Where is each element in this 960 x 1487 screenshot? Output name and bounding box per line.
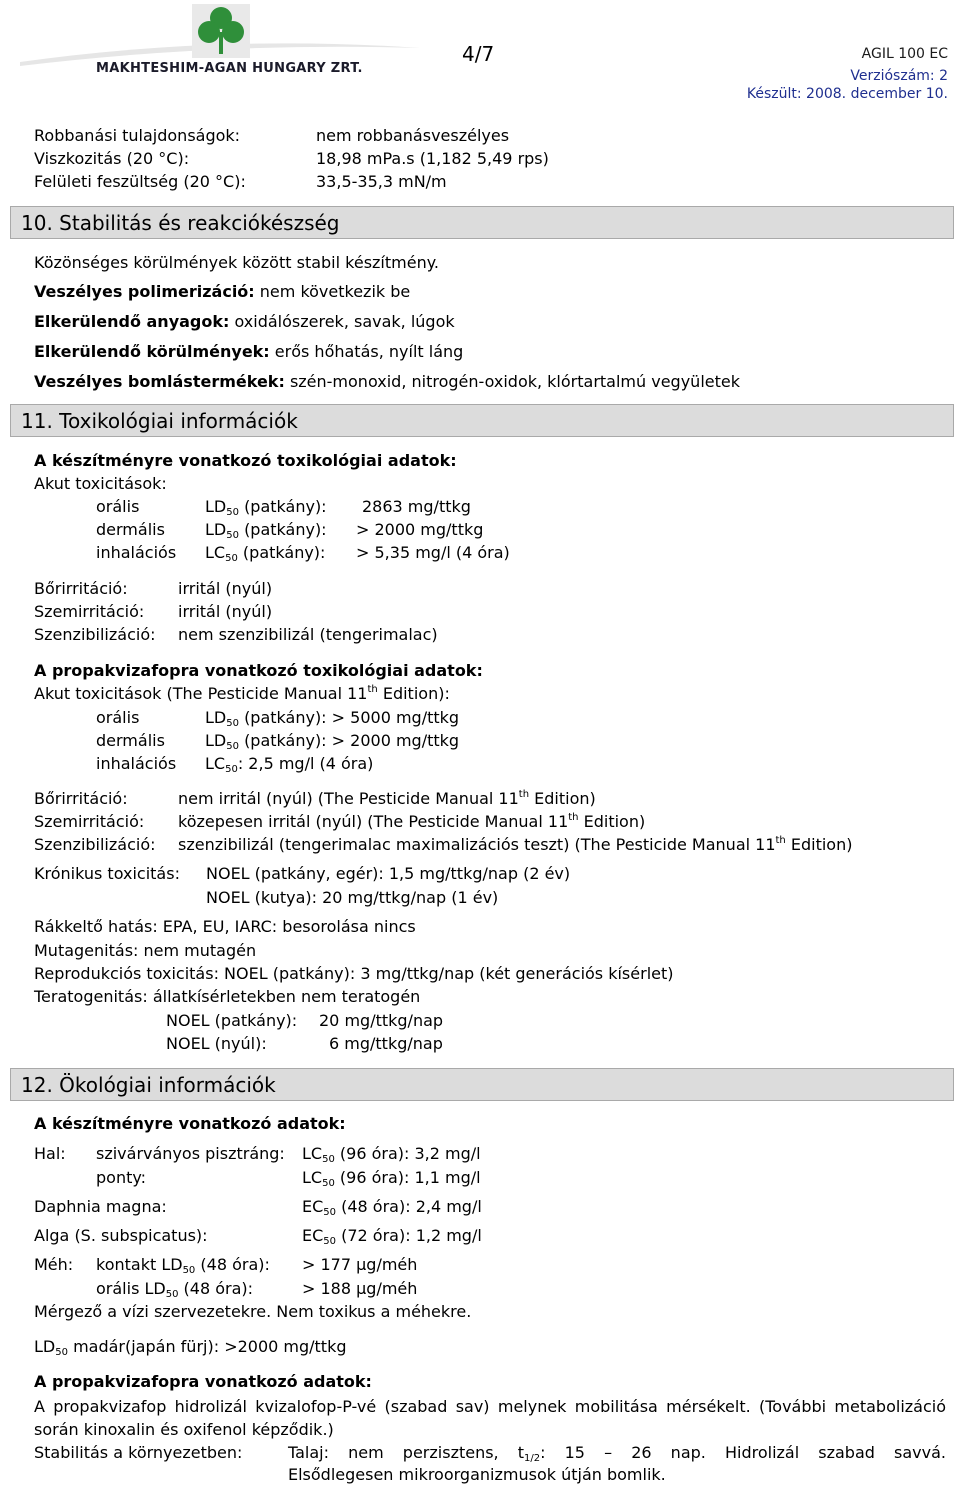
prep-oral-value: 2863 mg/ttkg [362,497,471,516]
route-inhal: inhalációs [96,543,177,562]
viscosity-value: 18,98 mPa.s (1,182 5,49 rps) [316,149,549,168]
prep-tox-heading: A készítményre vonatkozó toxikológiai adatok: [34,451,457,470]
terato-rabbit-label: NOEL (nyúl): [166,1034,267,1053]
env-stability-label: Stabilitás a környezetben: [34,1443,243,1462]
carcinogenicity-line: Rákkeltő hatás: EPA, EU, IARC: besorolása nincs [34,917,416,936]
chronic-label: Krónikus toxicitás: [34,864,180,883]
skin-label: Bőrirritáció: [34,579,128,598]
ai-inhal-value: $LC_{50}$: 2,5 mg/l (4 óra) [205,754,374,775]
version-text: Verziószám: 2 [850,68,948,84]
fish-label: Hal: [34,1144,66,1163]
section-12-title: 12. Ökológiai információk [21,1073,276,1097]
ai-acute-label: Akut toxicitások (The Pesticide Manual 11th Edition): [34,684,450,703]
eco-ai-paragraph: A propakvizafop hidrolizál kvizalofop-P-vé (szabad sav) melynek mobilitása mérsékelt. (További metabolizáció során kinoxalin és oxifenol képződik.) [34,1397,946,1439]
prep-sens-value: nem szenzibilizál (tengerimalac) [178,625,438,644]
ai-eye-label: Szemirritáció: [34,812,145,831]
route-oral: orális [96,497,140,516]
carp-value: $LC_{50}$ (96 óra): 1,1 mg/l [302,1168,481,1189]
ai-sens-value: szenzibilizál (tengerimalac maximalizációs teszt) (The Pesticide Manual 11th Edition) [178,835,853,854]
section-10-title: 10. Stabilitás és reakciókészség [21,211,340,235]
bee-oral-test: orális $LD_{50}$ (48 óra): [96,1279,254,1300]
tension-label: Felületi feszültség (20 °C): [34,172,246,191]
company-logo [192,4,250,58]
prep-oral-test: $LD_{50}$ (patkány): [205,497,327,518]
materials-line: Elkerülendő anyagok: oxidálószerek, savak, lúgok [34,312,455,331]
prep-inhal-value: > 5,35 mg/l (4 óra) [356,543,510,562]
bee-contact-test: kontakt $LD_{50}$ (48 óra): [96,1255,270,1276]
env-stability-line2: Elsődlegesen mikroorganizmusok útján bomlik. [288,1465,666,1484]
tension-value: 33,5-35,3 mN/m [316,172,447,191]
stability-text: Közönséges körülmények között stabil készítmény. [34,253,439,272]
ai-skin-value: nem irritál (nyúl) (The Pesticide Manual 11th Edition) [178,789,596,808]
bee-oral-value: > 188 µg/méh [302,1279,418,1298]
toxic-note: Mérgező a vízi szervezetekre. Nem toxikus a méhekre. [34,1302,472,1321]
explosive-value: nem robbanásveszélyes [316,126,510,145]
terato-rat-label: NOEL (patkány): [166,1011,298,1030]
company-name: MAKHTESHIM-AGAN HUNGARY ZRT. [96,61,363,76]
chronic-value-2: NOEL (kutya): 20 mg/ttkg/nap (1 év) [206,888,499,907]
page-number: 4/7 [462,42,495,66]
section-10-header [10,206,954,239]
ai-route-inhal: inhalációs [96,754,177,773]
decomposition-line: Veszélyes bomlástermékek: szén-monoxid, nitrogén-oxidok, klórtartalmú vegyületek [34,372,740,391]
eco-prep-heading: A készítményre vonatkozó adatok: [34,1114,346,1133]
trout-label: szivárványos pisztráng: [96,1144,285,1163]
sens-label: Szenzibilizáció: [34,625,156,644]
section-11-header [10,404,954,437]
prep-dermal-test: $LD_{50}$ (patkány): [205,520,327,541]
alga-value: $EC_{50}$ (72 óra): 1,2 mg/l [302,1226,482,1247]
reproductive-line: Reprodukciós toxicitás: NOEL (patkány): 3 mg/ttkg/nap (két generációs kísérlet) [34,964,674,983]
ai-route-dermal: dermális [96,731,165,750]
alga-label: Alga (S. subspicatus): [34,1226,208,1245]
carp-label: ponty: [96,1168,147,1187]
ai-skin-label: Bőrirritáció: [34,789,128,808]
chronic-value-1: NOEL (patkány, egér): 1,5 mg/ttkg/nap (2 év) [206,864,571,883]
ai-eye-value: közepesen irritál (nyúl) (The Pesticide Manual 11th Edition) [178,812,646,831]
viscosity-label: Viszkozitás (20 °C): [34,149,190,168]
prep-skin-value: irritál (nyúl) [178,579,273,598]
section-11-title: 11. Toxikológiai információk [21,409,298,433]
product-name: AGIL 100 EC [861,46,948,62]
teratogenicity-line: Teratogenitás: állatkísérletekben nem teratogén [34,987,421,1006]
prep-eye-value: irritál (nyúl) [178,602,273,621]
trout-value: $LC_{50}$ (96 óra): 3,2 mg/l [302,1144,481,1165]
conditions-line: Elkerülendő körülmények: erős hőhatás, nyílt láng [34,342,464,361]
ai-sens-label: Szenzibilizáció: [34,835,156,854]
eco-ai-heading: A propakvizafopra vonatkozó adatok: [34,1372,372,1391]
terato-rabbit-value: 6 mg/ttkg/nap [329,1034,443,1053]
acute-label: Akut toxicitások: [34,474,167,493]
ai-oral-value: $LD_{50}$ (patkány): > 5000 mg/ttkg [205,708,460,729]
env-stability-line1: Talaj: nem perzisztens, $t_{1/2}$: 15 – 26 nap. Hidrolizál szabad savvá. [288,1443,946,1464]
bee-contact-value: > 177 µg/méh [302,1255,418,1274]
mutagenicity-line: Mutagenitás: nem mutagén [34,941,257,960]
bee-label: Méh: [34,1255,74,1274]
route-dermal: dermális [96,520,165,539]
prep-inhal-test: $LC_{50}$ (patkány): [205,543,326,564]
daphnia-value: $EC_{50}$ (48 óra): 2,4 mg/l [302,1197,482,1218]
ai-route-oral: orális [96,708,140,727]
daphnia-label: Daphnia magna: [34,1197,167,1216]
section-12-header [10,1068,954,1101]
eye-label: Szemirritáció: [34,602,145,621]
prep-dermal-value: > 2000 mg/ttkg [356,520,484,539]
bird-line: $LD_{50}$ madár(japán fürj): >2000 mg/ttkg [34,1337,347,1358]
terato-rat-value: 20 mg/ttkg/nap [319,1011,444,1030]
ai-dermal-value: $LD_{50}$ (patkány): > 2000 mg/ttkg [205,731,460,752]
date-text: Készült: 2008. december 10. [746,86,948,102]
polymerization-line: Veszélyes polimerizáció: nem következik be [34,282,411,301]
ai-tox-heading: A propakvizafopra vonatkozó toxikológiai adatok: [34,661,483,680]
explosive-label: Robbanási tulajdonságok: [34,126,241,145]
